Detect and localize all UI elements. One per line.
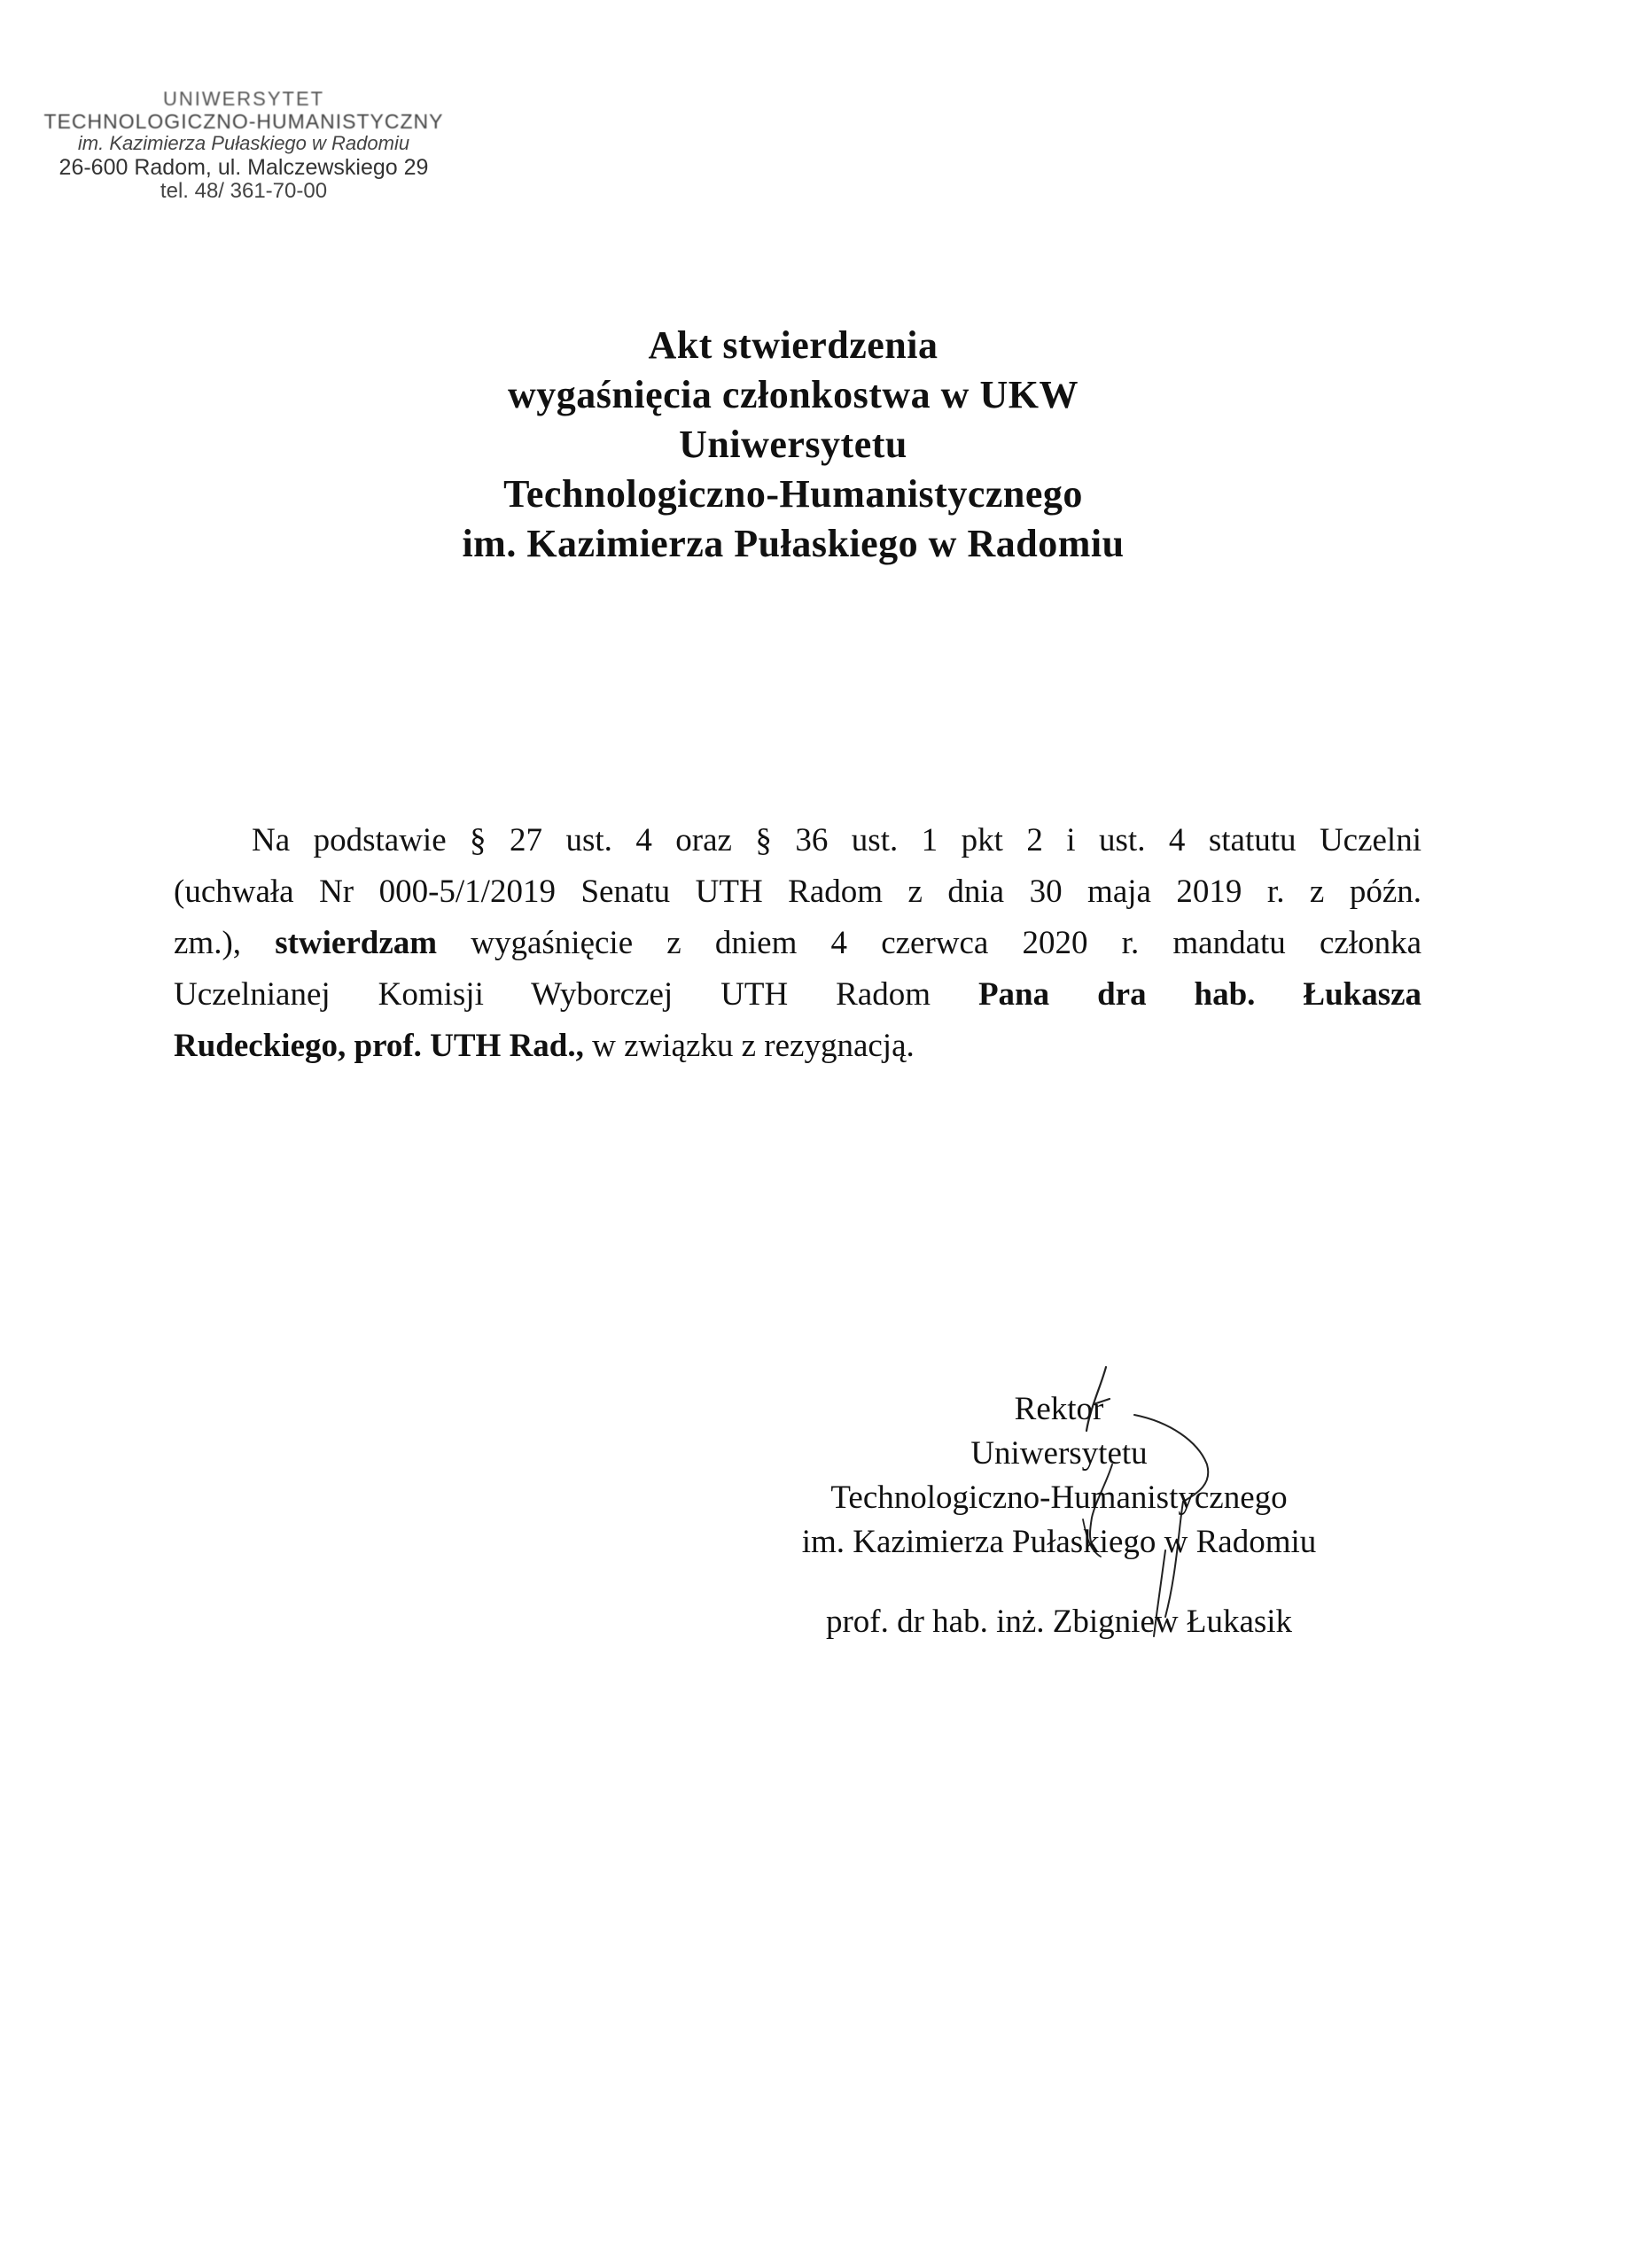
title-line-5: im. Kazimierza Pułaskiego w Radomiu bbox=[462, 522, 1125, 565]
body-row-2: (uchwała Nr 000-5/1/2019 Senatu UTH Radom z dnia 30 maja 2019 r. z późn. bbox=[174, 874, 1421, 910]
stamp-phone: tel. 48/ 361-70-00 bbox=[160, 179, 328, 203]
signature-line-3: Technologiczno-Humanistycznego bbox=[830, 1480, 1288, 1516]
body-row-1: Na podstawie § 27 ust. 4 oraz § 36 ust. 1 pkt 2 i ust. 4 statutu Uczelni bbox=[252, 822, 1421, 858]
stamp-line-2: TECHNOLOGICZNO-HUMANISTYCZNY bbox=[43, 109, 444, 133]
signature-line-4: im. Kazimierza Pułaskiego w Radomiu bbox=[801, 1524, 1317, 1560]
body-row-3-suffix: wygaśnięcie z dniem 4 czerwca 2020 r. mandatu członka bbox=[471, 925, 1421, 961]
body-row-3-prefix: zm.), bbox=[174, 925, 242, 961]
signature-line-2: Uniwersytetu bbox=[970, 1435, 1148, 1472]
body-paragraph bbox=[174, 815, 1421, 1072]
member-name-part-1: Pana dra hab. Łukasza bbox=[977, 976, 1422, 1013]
stamp-line-1: UNIWERSYTET bbox=[162, 88, 325, 110]
title-line-2: wygaśnięcia członkostwa w UKW bbox=[508, 373, 1079, 416]
body-row-4-prefix: Uczelnianej Komisji Wyborczej UTH Radom bbox=[174, 976, 931, 1013]
body-row-5 bbox=[174, 1021, 1421, 1072]
title-line-4: Technologiczno-Humanistycznego bbox=[503, 472, 1083, 516]
stamp-address: 26-600 Radom, ul. Malczewskiego 29 bbox=[58, 155, 429, 180]
stamp-line-3: im. Kazimierza Pułaskiego w Radomiu bbox=[77, 132, 410, 155]
signature-block bbox=[736, 1387, 1382, 1644]
title-line-3: Uniwersytetu bbox=[679, 423, 907, 466]
member-name-part-2: Rudeckiego, prof. UTH Rad., bbox=[174, 1028, 584, 1064]
body-row-4 bbox=[174, 969, 1421, 1021]
body-row-5-suffix: w związku z rezygnacją. bbox=[592, 1028, 915, 1064]
stwierdzam-keyword: stwierdzam bbox=[275, 925, 438, 961]
institution-stamp bbox=[35, 89, 452, 204]
body-row-3 bbox=[174, 918, 1421, 969]
document-title bbox=[292, 321, 1294, 569]
signatory-name: prof. dr hab. inż. Zbigniew Łukasik bbox=[825, 1604, 1293, 1640]
signature-title: Rektor bbox=[1014, 1391, 1104, 1427]
title-line-1: Akt stwierdzenia bbox=[648, 323, 938, 367]
